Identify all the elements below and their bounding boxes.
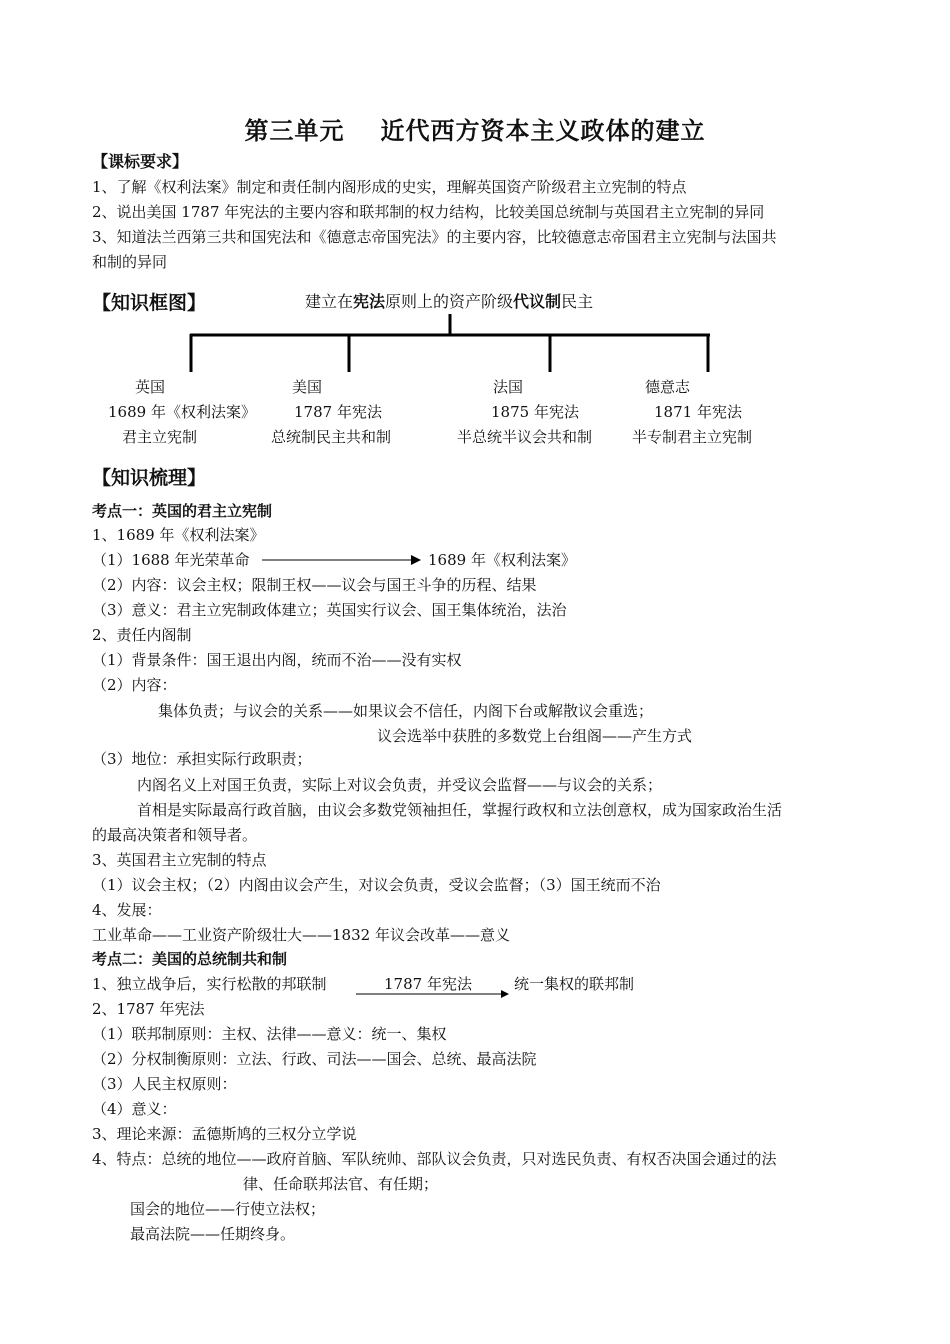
requirements-heading: 【课标要求】 — [92, 152, 189, 171]
point1-line: （2）内容： — [92, 676, 177, 694]
branch-country-fr: 法国 — [493, 378, 524, 396]
point1-line: 1、1689 年《权利法案》 — [92, 526, 265, 544]
point1-line: 的最高决策者和领导者。 — [92, 826, 258, 844]
title-unit: 第三单元 — [244, 116, 345, 145]
branch-year-us: 1787 年宪法 — [294, 403, 382, 421]
point1-line: （2）内容：议会主权；限制王权——议会与国王斗争的历程、结果 — [92, 576, 537, 594]
branch-system-us: 总统制民主共和制 — [271, 428, 392, 446]
framework-heading: 【知识框图】 — [92, 292, 207, 314]
point1-line: （3）意义：君主立宪制政体建立；英国实行议会、国王集体统治，法治 — [92, 601, 567, 619]
point1-line: 内阁名义上对国王负责，实际上对议会负责，并受议会监督——与议会的关系； — [137, 776, 663, 794]
branch-country-uk: 英国 — [134, 378, 165, 396]
point2-line: （2）分权制衡原则：立法、行政、司法——国会、总统、最高法院 — [92, 1050, 537, 1068]
point2-line: 统一集权的联邦制 — [514, 975, 635, 993]
point1-line: 1689 年《权利法案》 — [428, 551, 576, 569]
point1-line: 3、英国君主立宪制的特点 — [92, 851, 267, 869]
branch-system-de: 半专制君主立宪制 — [632, 428, 753, 446]
framework-root: 建立在宪法原则上的资产阶级代议制民主 — [305, 292, 594, 311]
title-topic: 近代西方资本主义政体的建立 — [380, 116, 706, 145]
point2-line: 国会的地位——行使立法权； — [130, 1200, 326, 1218]
point2-arrow-label: 1787 年宪法 — [384, 975, 472, 993]
point2-line: 最高法院——任期终身。 — [130, 1225, 296, 1243]
point2-title: 考点二：美国的总统制共和制 — [92, 950, 288, 968]
point1-line: （3）地位：承担实际行政职责； — [92, 750, 312, 768]
requirement-item: 3、知道法兰西第三共和国宪法和《德意志帝国宪法》的主要内容，比较德意志帝国君主立宪制与法国共 — [92, 228, 777, 246]
point1-line: 2、责任内阁制 — [92, 626, 192, 644]
point2-line: （1）联邦制原则：主权、法律——意义：统一、集权 — [92, 1025, 447, 1043]
point1-line: 工业革命——工业资产阶级壮大——1832 年议会改革——意义 — [92, 926, 510, 944]
point1-line: 集体负责；与议会的关系——如果议会不信任，内阁下台或解散议会重选； — [158, 702, 654, 720]
point1-line: 议会选举中获胜的多数党上台组阁——产生方式 — [377, 727, 693, 745]
review-heading: 【知识梳理】 — [92, 467, 207, 489]
point1-line: （1）1688 年光荣革命 — [92, 551, 250, 569]
point1-title: 考点一：英国的君主立宪制 — [92, 502, 273, 520]
point1-line: 首相是实际最高行政首脑，由议会多数党领袖担任，掌握行政权和立法创意权，成为国家政治生活 — [137, 801, 783, 819]
branch-year-de: 1871 年宪法 — [654, 403, 742, 421]
branch-year-fr: 1875 年宪法 — [491, 403, 579, 421]
point2-line: 2、1787 年宪法 — [92, 1000, 205, 1018]
branch-country-us: 美国 — [292, 378, 323, 396]
branch-system-fr: 半总统半议会共和制 — [457, 428, 593, 446]
point2-line: 律、任命联邦法官、有任期； — [243, 1175, 439, 1193]
branch-country-de: 德意志 — [645, 378, 691, 396]
requirement-item: 和制的异同 — [92, 253, 168, 271]
requirement-item: 2、说出美国 1787 年宪法的主要内容和联邦制的权力结构，比较美国总统制与英国君主立宪制的异同 — [92, 203, 765, 221]
point1-line: （1）议会主权；（2）内阁由议会产生，对议会负责，受议会监督；（3）国王统而不治 — [92, 876, 661, 894]
point2-line: 4、特点：总统的地位——政府首脑、军队统帅、部队议会负责，只对选民负责、有权否决国会通过的法 — [92, 1150, 777, 1168]
branch-system-uk: 君主立宪制 — [122, 428, 198, 446]
requirement-item: 1、了解《权利法案》制定和责任制内阁形成的史实，理解英国资产阶级君主立宪制的特点 — [92, 178, 687, 196]
point2-line: （4）意义： — [92, 1100, 177, 1118]
point1-line: 4、发展： — [92, 901, 162, 919]
point2-line: （3）人民主权原则： — [92, 1075, 237, 1093]
point1-line: （1）背景条件：国王退出内阁，统而不治——没有实权 — [92, 651, 462, 669]
point2-line: 1、独立战争后，实行松散的邦联制 — [92, 975, 327, 993]
branch-year-uk: 1689 年《权利法案》 — [108, 403, 256, 421]
point2-line: 3、理论来源：孟德斯鸠的三权分立学说 — [92, 1125, 357, 1143]
